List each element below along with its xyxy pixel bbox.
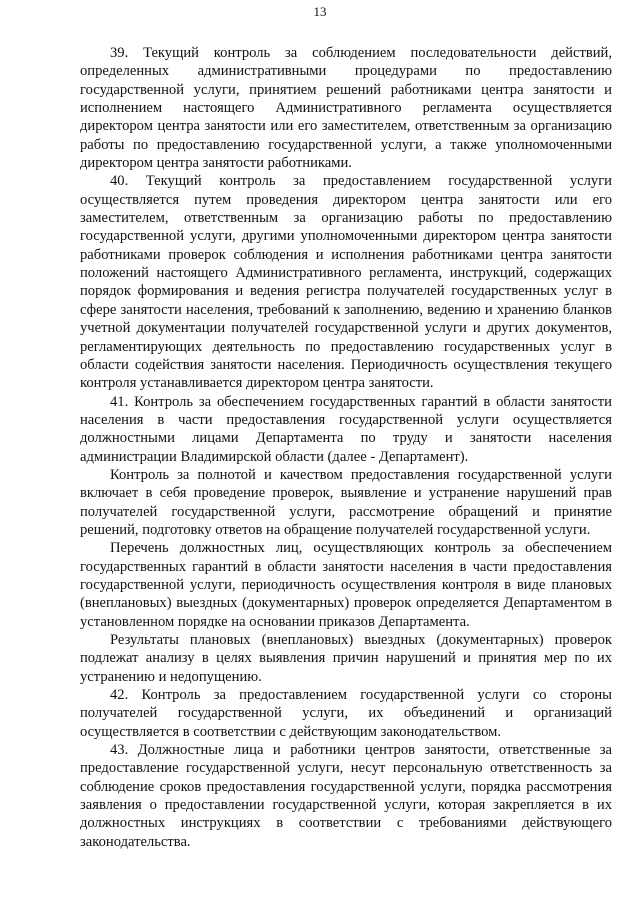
paragraph-41: 41. Контроль за обеспечением государственных гарантий в области занятости населения в части предоставления государственной услуги осуществляется должностными лицами Департамента по труду и занятости населения администрации Владимирской области (далее - Департамент). (80, 393, 612, 465)
paragraph-39: 39. Текущий контроль за соблюдением последовательности действий, определенных административными процедурами по предоставлению государственной услуги, принятием решений работниками центра занятости и исполнением настоящего Административного регламента осуществляется директором центра занятости или его заместителем, ответственным за организацию работы по предоставлению государственной услуги, а также уполномоченными директором центра занятости работниками. (80, 45, 612, 172)
paragraph-41-quality-control: Контроль за полнотой и качеством предоставления государственной услуги включает в себя проведение проверок, выявление и устранение нарушений прав получателей государственной услуги, рассмотрение обращений и принятие решений, подготовку ответов на обращение получателей государственной услуги. (80, 466, 612, 538)
paragraph-43: 43. Должностные лица и работники центров занятости, ответственные за предоставление государственной услуги, несут персональную ответственность за соблюдение сроков предоставления государственной услуги, порядка рассмотрения заявления о предоставлении государственной услуги, которая закрепляется в их должностных инструкциях в соответствии с требованиями действующего законодательства. (80, 742, 612, 850)
paragraph-42: 42. Контроль за предоставлением государственной услуги со стороны получателей государственной услуги, их объединений и организаций осуществляется в соответствии с действующим законодательством. (80, 687, 612, 740)
page-number: 13 (313, 4, 327, 19)
paragraph-41-officials-list: Перечень должностных лиц, осуществляющих контроль за обеспечением государственных гарантий в области занятости населения в части предоставления государственной услуги, периодичность осуществления контроля в виде плановых (внеплановых) выездных (документарных) проверок определяется Департаментом в установленном порядке на основании приказов Департамента. (80, 540, 612, 630)
paragraph-40: 40. Текущий контроль за предоставлением государственной услуги осуществляется путем проведения директором центра занятости или его заместителем, ответственным за организацию работы по предоставлению государственной услуги, другими уполномоченными директором центра занятости работниками проверок соблюдения и исполнения работниками центра занятости положений настоящего Административного регламента, инструкций, содержащих порядок формирования и ведения регистра получателей государственных услуг в сфере занятости населения, требований к заполнению, ведению и хранению бланков учетной документации получателей государственной услуги и других документов, регламентирующих деятельность по предоставлению государственных услуг в области содействия занятости населения. Периодичность осуществления текущего контроля устанавливается директором центра занятости. (80, 173, 612, 392)
paragraph-41-inspection-results: Результаты плановых (внеплановых) выездных (документарных) проверок подлежат анализу в целях выявления причин нарушений и принятия мер по их устранению и недопущению. (80, 632, 612, 685)
document-body (80, 44, 612, 851)
